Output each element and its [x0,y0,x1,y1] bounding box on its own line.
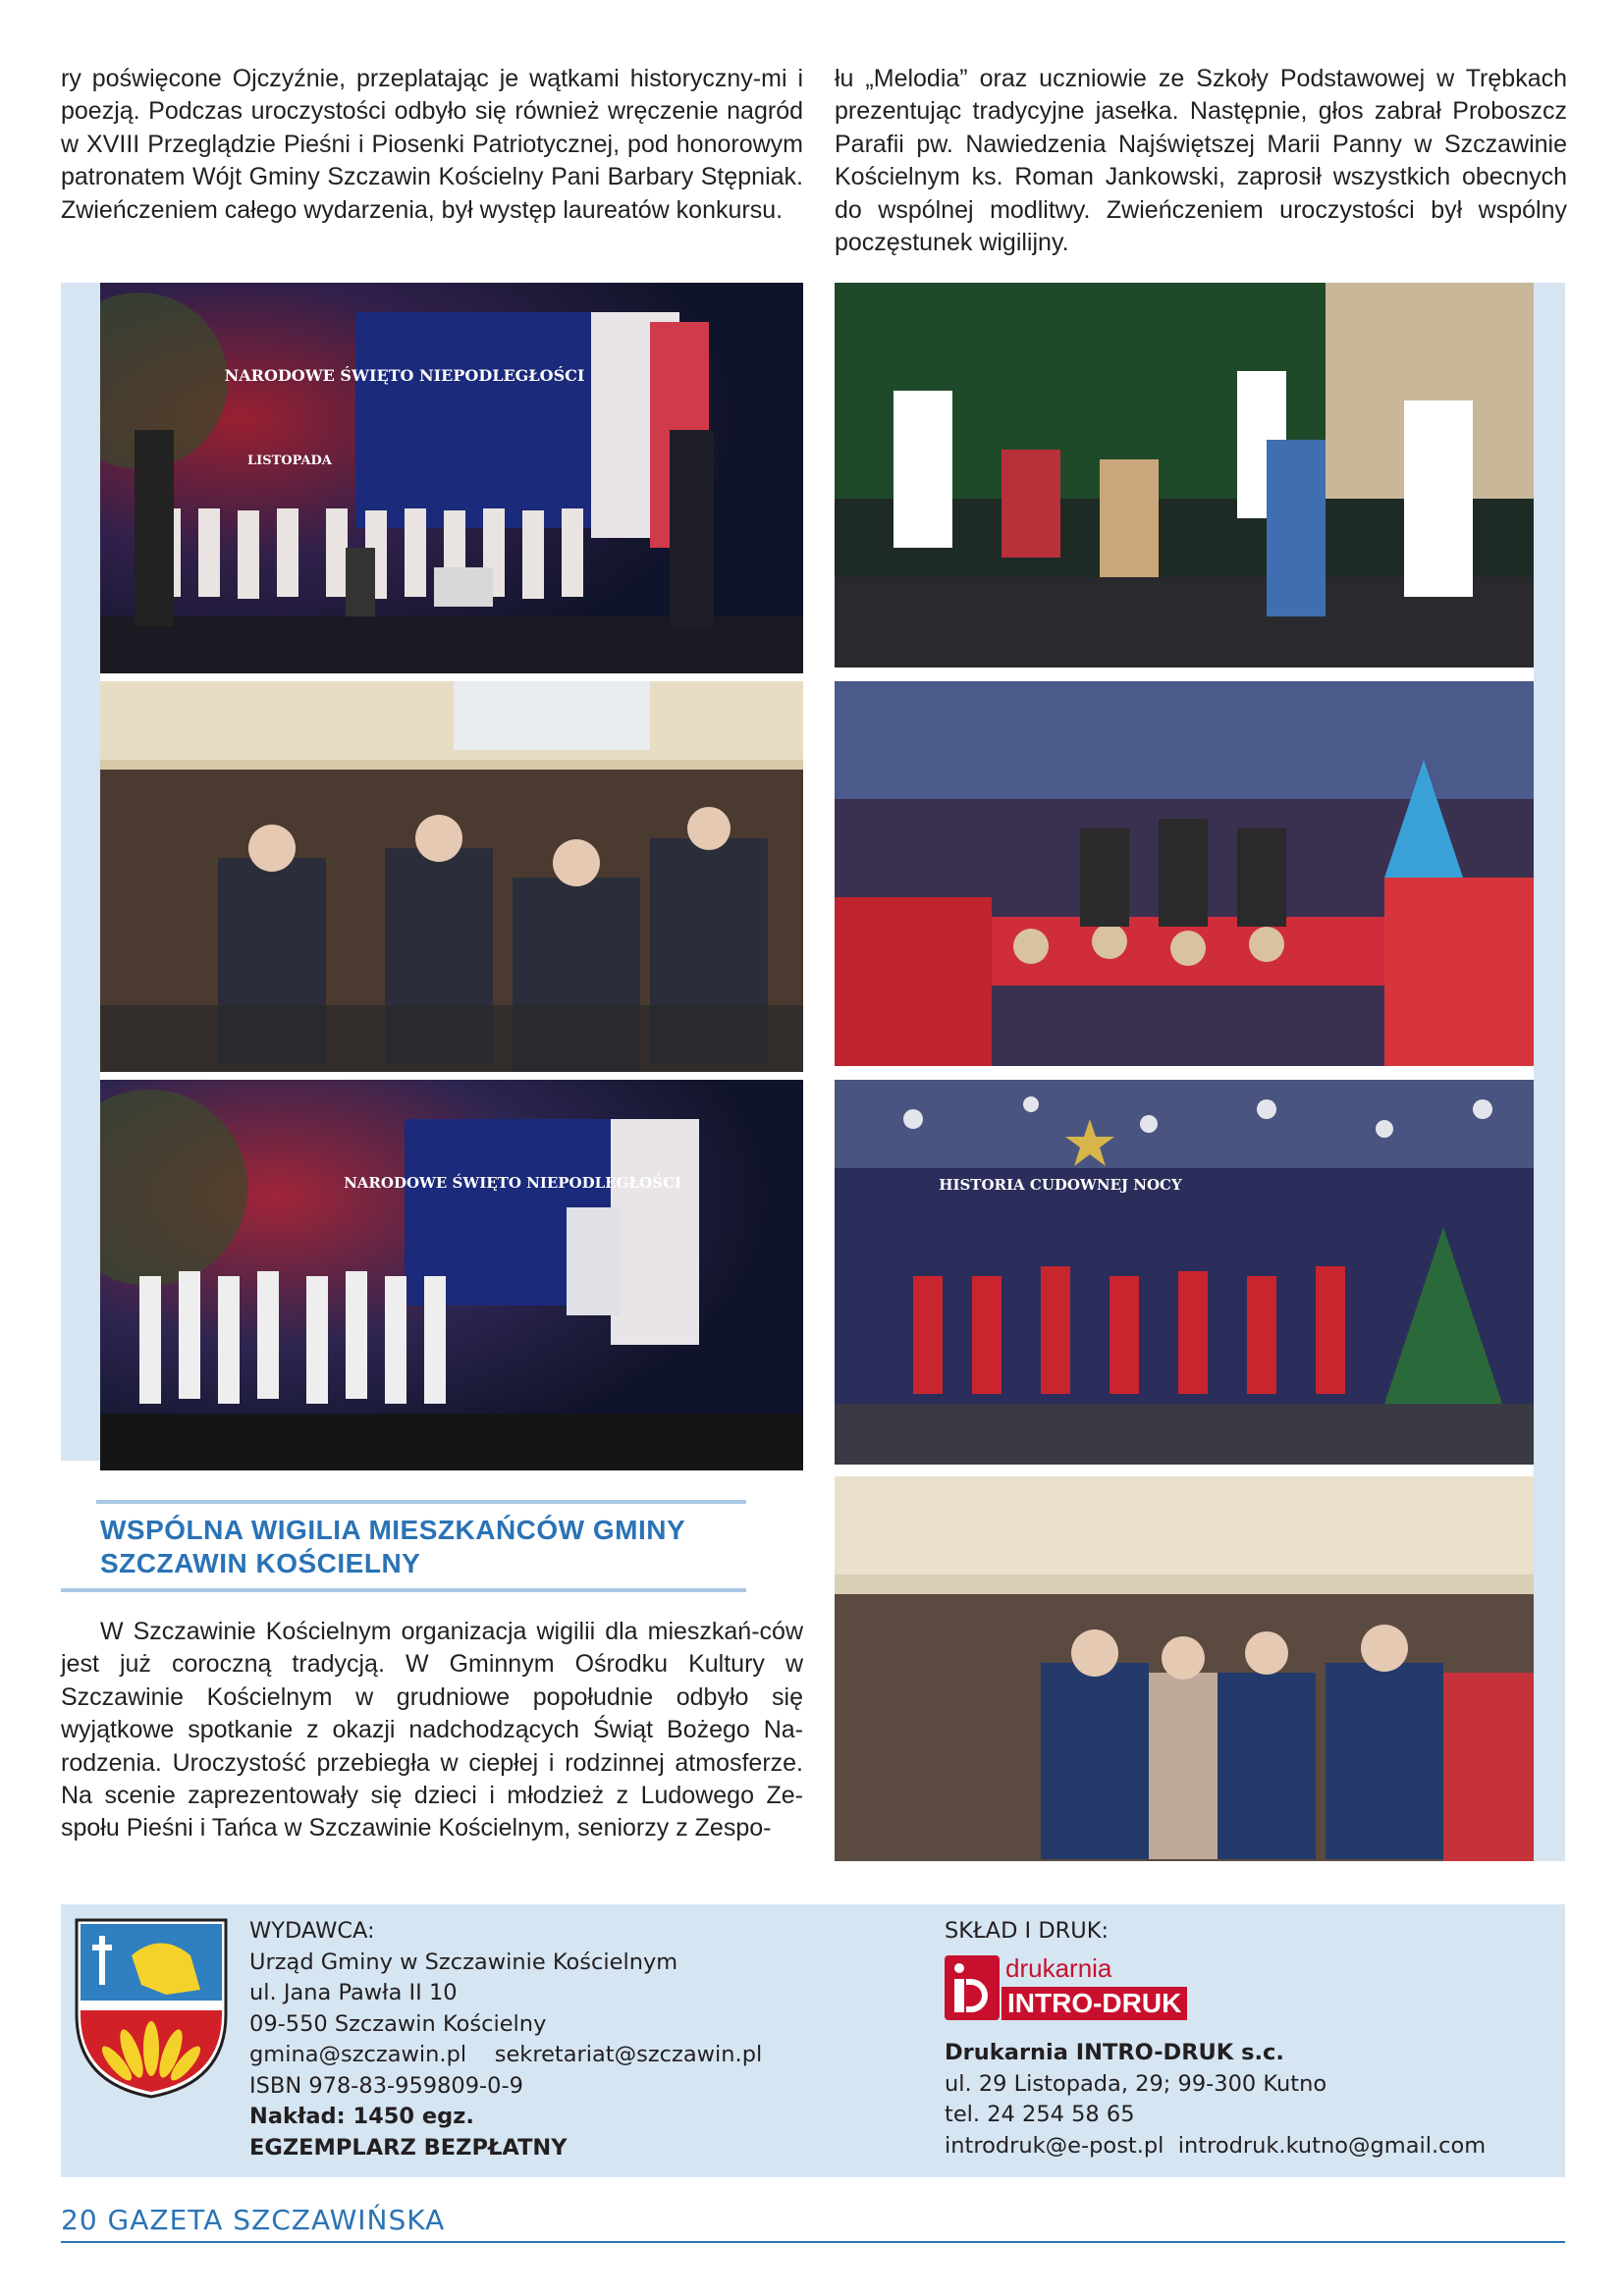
photo-frame-right [1534,283,1565,1861]
printer-contact [945,2038,1486,2162]
photo-nativity-play [835,283,1534,667]
printer-phone: tel. 24 254 58 65 [945,2102,1135,2127]
article-right-continuation: łu „Melodia” oraz uczniowie ze Szkoły Podstawowej w Trębkach prezentując tradycyjne jasełka. Następnie, głos zabrał Proboszcz Parafii pw. Nawiedzenia Najświętszej Marii Panny w Szczawinie Kościelnym ks. Roman Jankowski, zaprosił wszystkich obecnych do wspólnej modlitwy. Zwieńczeniem uroczystości był wspólny poczęstunek wigilijny. [835,65,1567,257]
page-footer [61,2204,445,2236]
imprint-box [61,1904,1565,2177]
publisher-free-copy: EGZEMPLARZ BEZPŁATNY [249,2134,568,2161]
publisher-email-2[interactable]: sekretariat@szczawin.pl [494,2042,763,2067]
publisher-label: WYDAWCA: [249,1918,375,1944]
page-number: 20 [61,2204,98,2236]
printer-logo-top: drukarnia [1005,1953,1112,1983]
publisher-street: ul. Jana Pawła II 10 [249,1980,458,2005]
printer-details [945,1916,1109,1948]
coat-of-arms-emblem [73,1916,230,2099]
article-left-continuation: ry poświęcone Ojczyźnie, przeplatając je wątkami historyczny-mi i poezją. Podczas uroczystości odbyło się również wręczenie nagród w XVIII Przeglądzie Pieśni i Piosenki Patriotycznej, pod honorowym patronatem Wójt Gminy Szczawin Kościelny Pani Barbary Stępniak. Zwieńczeniem całego wydarzenia, był występ laureatów konkursu. [61,65,803,224]
publisher-isbn: ISBN 978-83-959809-0-9 [249,2072,523,2099]
photo-folk-ensemble [835,1080,1534,1465]
photo-guests-front-row [835,1476,1534,1861]
printer-address: ul. 29 Listopada, 29; 99-300 Kutno [945,2070,1327,2097]
photo-contest-laureates [100,1080,803,1470]
section-heading-box [61,1500,746,1592]
stage-banner-text-2: NARODOWE ŚWIĘTO NIEPODLEGŁOŚCI [344,1174,681,1192]
section-heading: WSPÓLNA WIGILIA MIESZKAŃCÓW GMINY SZCZAWIN KOŚCIELNY [100,1515,685,1578]
page-footer-rule [61,2241,1565,2243]
printer-logo [945,1955,1249,2024]
photo-audience-independence [100,681,803,1072]
publisher-details [249,1916,762,2163]
printer-logo-mark [945,1955,1000,2020]
section-body: W Szczawinie Kościelnym organizacja wigilii dla mieszkań-ców jest już coroczną tradycją. W Gminnym Ośrodku Kultury w Szczawinie Kościelnym w grudniowe popołudnie odbyło się wyjątkowe spotkanie z okazji nadchodzących Świąt Bożego Na-rodzenia. Uroczystość przebiegła w ciepłej i rodzinnej atmosferze. Na scenie zaprezentowały się dzieci i młodzież z Ludowego Ze-społu Pieśni i Tańca w Szczawinie Kościelnym, seniorzy z Zespo- [61,1618,803,1842]
publisher-circulation: Nakład: 1450 egz. [249,2104,474,2129]
publisher-emails [249,2040,762,2071]
photo-frame-left [61,283,100,1461]
printer-emails [945,2131,1486,2163]
heading-bottom-rule [61,1588,746,1592]
heading-top-rule [96,1500,746,1504]
photo-independence-day-stage [100,283,803,673]
publication-title: GAZETA SZCZAWIŃSKA [107,2204,446,2236]
photo-christmas-eve-feast [835,681,1534,1066]
publisher-city: 09-550 Szczawin Kościelny [249,2010,547,2037]
printer-email-2[interactable]: introdruk.kutno@gmail.com [1177,2132,1487,2159]
printer-email-1[interactable]: introdruk@e-post.pl [945,2132,1164,2159]
publisher-email-1[interactable]: gmina@szczawin.pl [249,2042,467,2067]
printer-name: Drukarnia INTRO-DRUK s.c. [945,2040,1284,2065]
stage-banner-text: NARODOWE ŚWIĘTO NIEPODLEGŁOŚCI [224,366,585,385]
stage-banner-date: LISTOPADA [247,454,332,468]
printer-logo-bottom: INTRO-DRUK [1001,1987,1187,2020]
nativity-banner-text: HISTORIA CUDOWNEJ NOCY [939,1176,1182,1194]
printer-label: SKŁAD I DRUK: [945,1918,1110,1944]
publisher-name: Urząd Gminy w Szczawinie Kościelnym [249,1949,678,1975]
